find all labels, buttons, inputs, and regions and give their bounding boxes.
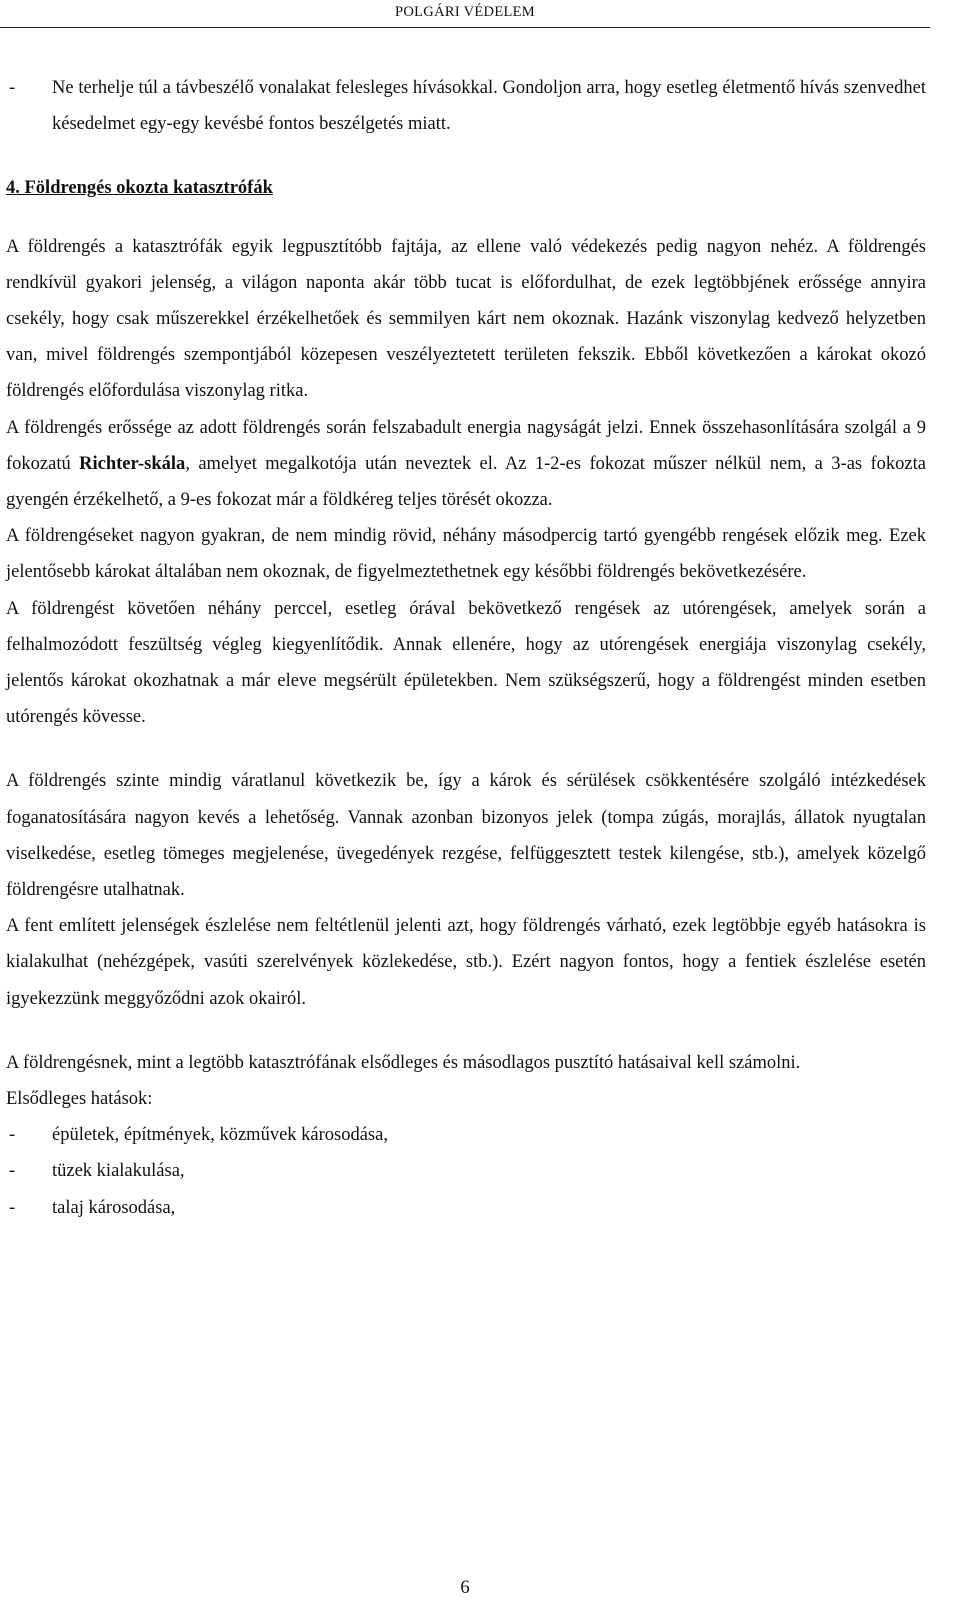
running-header: POLGÁRI VÉDELEM	[395, 4, 535, 20]
page-number: 6	[460, 1578, 470, 1598]
list-item-text: talaj károsodása,	[52, 1197, 176, 1218]
bullet-text: Ne terhelje túl a távbeszélő vonalakat felesleges hívásokkal. Gondoljon arra, hogy esetleg életmentő hívás szenvedhet késedelmet egy-egy kevésbé fontos beszélgetés miatt.	[52, 78, 926, 135]
header-rule	[0, 27, 930, 28]
list-item	[6, 1153, 926, 1189]
section-heading: 4. Földrengés okozta katasztrófák	[6, 178, 273, 199]
bullet-marker: -	[9, 1125, 16, 1146]
list-item	[6, 1190, 926, 1226]
paragraph-richter-before: A földrengés erőssége az adott földrengés során felszabadult energia nagyságát jelzi. Ennek összehasonlítására szolgál a 9 fokozatú	[6, 417, 926, 474]
list-item-text: tüzek kialakulása,	[52, 1161, 185, 1182]
bullet-marker: -	[9, 1197, 16, 1218]
list-item-text: épületek, építmények, közművek károsodása,	[52, 1125, 388, 1146]
primary-effects-label: Elsődleges hatások:	[6, 1089, 153, 1110]
bullet-marker: -	[9, 1161, 16, 1182]
paragraph-intro: A földrengés a katasztrófák egyik legpusztítóbb fajtája, az ellene való védekezés pedig nagyon nehéz. A földrengés rendkívül gyakori jelenség, a világon naponta akár több tucat is előfordulhat, de ezek legtöbbjének erőssége annyira csekély, hogy csak műszerekkel érzékelhetőek és semmilyen kárt nem okoznak. Hazánk viszonylag kedvező helyzetben van, mivel földrengés szempontjából közepesen veszélyeztetett területen fekszik. Ebből következően a károkat okozó földrengés előfordulása viszonylag ritka.	[6, 236, 926, 402]
paragraph-foreshocks: A földrengéseket nagyon gyakran, de nem mindig rövid, néhány másodpercig tartó gyengébb rengések előzik meg. Ezek jelentősebb károkat általában nem okoznak, de figyelmeztethetnek egy későbbi földrengés bekövetkezésére.	[6, 526, 926, 583]
list-item	[6, 1117, 926, 1153]
paragraph-richter	[6, 410, 926, 519]
paragraph-effects: A földrengésnek, mint a legtöbb katasztrófának elsődleges és másodlagos pusztító hatásaival kell számolni.	[6, 1052, 801, 1073]
document-body	[6, 70, 926, 1226]
intro-bullet-item	[6, 70, 926, 142]
paragraph-phenomena: A fent említett jelenségek észlelése nem feltétlenül jelenti azt, hogy földrengés várható, ezek legtöbbje egyéb hatásokra is kialakulhat (nehézgépek, vasúti szerelvények közlekedése, stb.). Ezért nagyon fontos, hogy a fentiek észlelése esetén igyekezzünk meggyőződni azok okairól.	[6, 916, 926, 1009]
paragraph-aftershocks: A földrengést követően néhány perccel, esetleg órával bekövetkező rengések az utórengések, amelyek során a felhalmozódott feszültség végleg kiegyenlítődik. Annak ellenére, hogy az utórengések energiája viszonylag csekély, jelentős károkat okozhatnak a már eleve megsérült épületekben. Nem szükségszerű, hogy a földrengést minden esetben utórengés kövesse.	[6, 598, 926, 728]
paragraph-richter-after: , amelyet megalkotója után neveztek el. Az 1-2-es fokozat műszer nélkül nem, a 3-as fokozta gyengén érzékelhető, a 9-es fokozat már a földkéreg teljes törését okozza.	[6, 453, 926, 511]
bullet-marker: -	[9, 78, 16, 98]
richter-scale-term: Richter-skála	[79, 453, 186, 474]
paragraph-warning-signs: A földrengés szinte mindig váratlanul következik be, így a károk és sérülések csökkentésére szolgáló intézkedések foganatosítására nagyon kevés a lehetőség. Vannak azonban bizonyos jelek (tompa zúgás, morajlás, állatok nyugtalan viselkedése, esetleg tömeges megjelenése, üvegedények rezgése, felfüggesztett testek kilengése, stb.), amelyek közelgő földrengésre utalhatnak.	[6, 771, 926, 901]
